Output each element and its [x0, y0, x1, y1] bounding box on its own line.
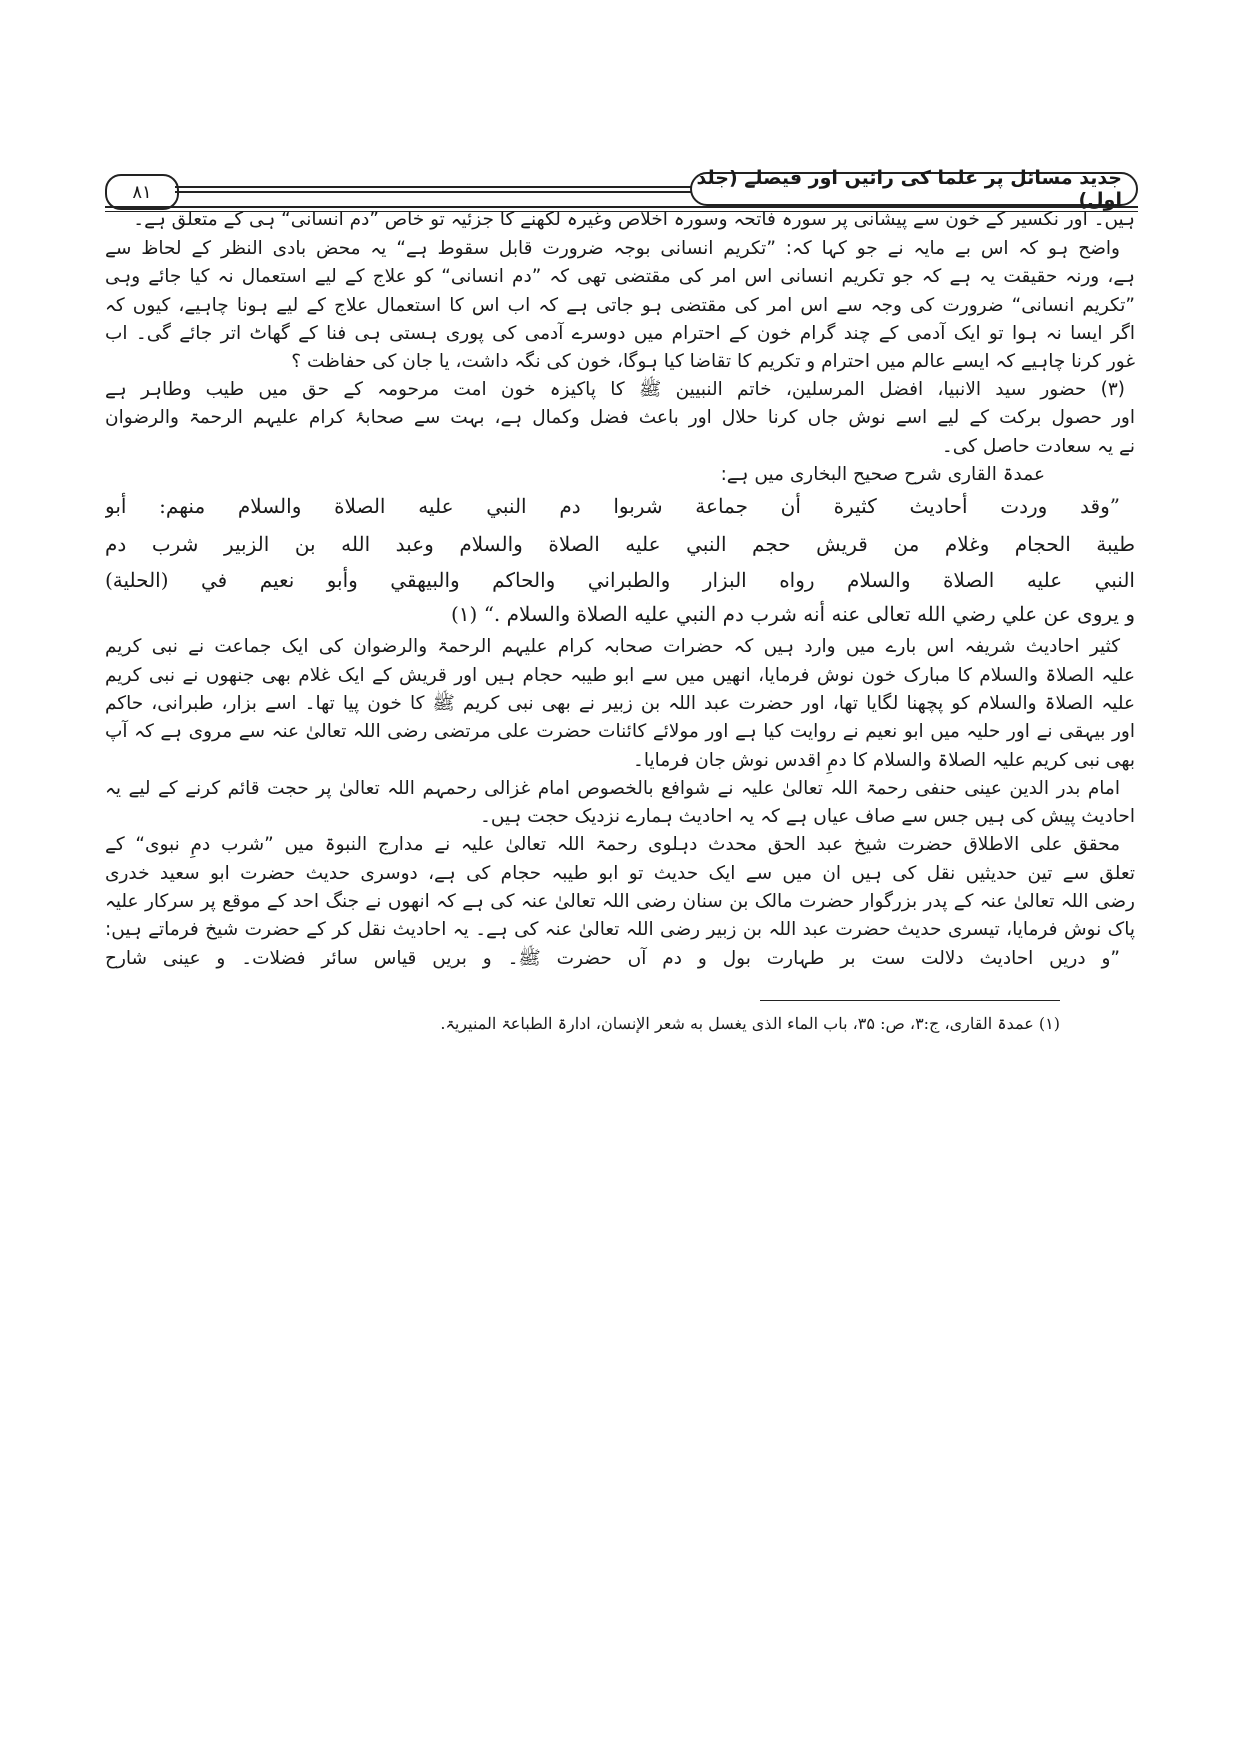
page-number: ۸۱: [105, 174, 179, 210]
text-line: اگر ایسا نہ ہوا تو ایک آدمی کے چند گرام خون کے احترام میں دوسرے آدمی کی پوری ہستی ہی فنا کے گھاٹ اتر جائے گی۔ اب: [105, 323, 1135, 344]
text-line: تعلق سے تین حدیثیں نقل کی ہیں ان میں سے ایک حدیث تو ابو طیبہ حجام کی ہے، دوسری حدیث حضرت ابو سعید خدری: [105, 863, 1135, 884]
text-line: ہے، ورنہ حقیقت یہ ہے کہ جو تکریم انسانی اس امر کی مقتضی تھی کہ ”دم انسانی“ کو علاج کے لیے استعمال نہ کیا جائے وہی: [105, 266, 1135, 287]
text-line: امام بدر الدین عینی حنفی رحمۃ اللہ تعالیٰ علیہ نے شوافع بالخصوص امام غزالی رحمہم اللہ تعالیٰ پر حجت قائم کرنے کے لیے یہ: [105, 778, 1120, 799]
source-heading: عمدۃ القاری شرح صحیح البخاری میں ہے:: [720, 464, 1045, 485]
text-line: اور حصول برکت کے لیے اسے نوش جاں کرنا حلال اور باعث فضل وکمال ہے، بہت سے صحابۂ کرام علیہم الرحمۃ والرضوان: [105, 407, 1135, 428]
text-line: کثیر احادیث شریفہ اس بارے میں وارد ہیں کہ حضرات صحابہ کرام علیہم الرحمۃ والرضوان کی ایک جماعت نے نبی کریم: [105, 636, 1120, 657]
arabic-quote-line: طيبة الحجام وغلام من قريش حجم النبي عليه الصلاة والسلام وعبد الله بن الزبير شرب دم: [105, 532, 1135, 556]
text-line: احادیث پیش کی ہیں جس سے صاف عیاں ہے کہ یہ احادیث ہمارے نزدیک حجت ہیں۔: [480, 806, 1135, 827]
footnote: (۱) عمدۃ القاری، ج:۳، ص: ۳۵، باب الماء الذی یغسل به شعر الإنسان، ادارۃ الطباعۃ المنیریۃ.: [440, 1014, 1060, 1033]
text-line: واضح ہو کہ اس بے مایہ نے جو کہا کہ: ”تکریم انسانی بوجہ ضرورت قابل سقوط ہے“ یہ محض بادی النظر کے لحاظ سے: [105, 238, 1120, 259]
header-rule-top: [175, 186, 692, 188]
text-line: ہیں۔ اور نکسیر کے خون سے پیشانی پر سورہ فاتحہ وسورہ اخلاص وغیرہ لکھنے کا جزئیہ تو خاص ”دم انسانی“ ہی کے متعلق ہے۔: [133, 209, 1135, 230]
text-line: اور بیہقی نے اور حلیہ میں ابو نعیم نے روایت کیا ہے اور مولائے کائنات حضرت علی مرتضی رضی اللہ تعالیٰ عنہ سے مروی ہے کہ آپ: [105, 721, 1135, 742]
arabic-quote-line: النبي عليه الصلاة والسلام رواه البزار والطبراني والحاكم والبيهقي وأبو نعيم في (الحلية): [105, 568, 1135, 592]
arabic-quote-line: ”وقد وردت أحاديث كثيرة أن جماعة شربوا دم النبي عليه الصلاة والسلام منهم: أبو: [105, 494, 1120, 518]
text-line: علیہ الصلاۃ والسلام کا مبارک خون نوش فرمایا، انھیں میں سے ابو طیبہ حجام ہیں اور قریش کے ایک غلام بھی جنھوں نے نبی کریم: [105, 665, 1135, 686]
footnote-divider: [760, 1000, 1060, 1001]
text-line: نے یہ سعادت حاصل کی۔: [941, 436, 1135, 457]
header-rule-bottom: [175, 191, 692, 193]
text-line: بھی نبی کریم علیہ الصلاۃ والسلام کا دمِ اقدس نوش جان فرمایا۔: [633, 750, 1135, 771]
text-line: علیہ الصلاۃ والسلام کو پچھنا لگایا تھا، اور حضرت عبد اللہ بن زبیر نے بھی نبی کریم ﷺ کا خون پیا تھا۔ اسے بزار، طبرانی، حاکم: [105, 693, 1135, 714]
book-title: جدید مسائل پر علما کی رائیں اور فیصلے (جلد اول): [690, 172, 1138, 206]
text-line: محقق علی الاطلاق حضرت شیخ عبد الحق محدث دہلوی رحمۃ اللہ تعالیٰ علیہ نے مدارج النبوۃ میں ”شرب دمِ نبوی“ کے: [105, 834, 1120, 855]
text-line: ”تکریم انسانی“ ضرورت کی وجہ سے اس امر کی مقتضی ہو جاتی ہے کہ اب اس کا استعمال علاج کے لیے ہونا چاہیے، کیوں کہ: [105, 295, 1135, 316]
arabic-quote-line: و يروى عن علي رضي الله تعالى عنه أنه شرب دم النبي عليه الصلاة والسلام .“ (۱): [450, 602, 1135, 626]
text-line: (۳) حضور سید الانبیا، افضل المرسلین، خاتم النبیین ﷺ کا پاکیزہ خون امت مرحومہ کے حق میں طیب وطاہر ہے: [105, 379, 1125, 400]
text-line: پاک نوش فرمایا، تیسری حدیث حضرت عبد اللہ بن زبیر رضی اللہ تعالیٰ عنہ کی ہے۔ یہ احادیث نقل کر کے حضرت شیخ فرماتے ہیں:: [105, 919, 1135, 940]
text-line: غور کرنا چاہیے کہ ایسے عالم میں احترام و تکریم کا تقاضا کیا ہوگا، خون کی نگہ داشت، یا جان کی حفاظت ؟: [291, 351, 1135, 372]
text-line: رضی اللہ تعالیٰ عنہ کے پدر بزرگوار حضرت مالک بن سنان رضی اللہ تعالیٰ عنہ کی ہے کہ انھوں نے جنگ احد کے موقع پر سرکار علیہ: [105, 891, 1135, 912]
text-line: ”و دریں احادیث دلالت ست بر طہارت بول و دم آں حضرت ﷺ۔ و بریں قیاس سائر فضلات۔ و عینی شارح: [105, 948, 1120, 969]
